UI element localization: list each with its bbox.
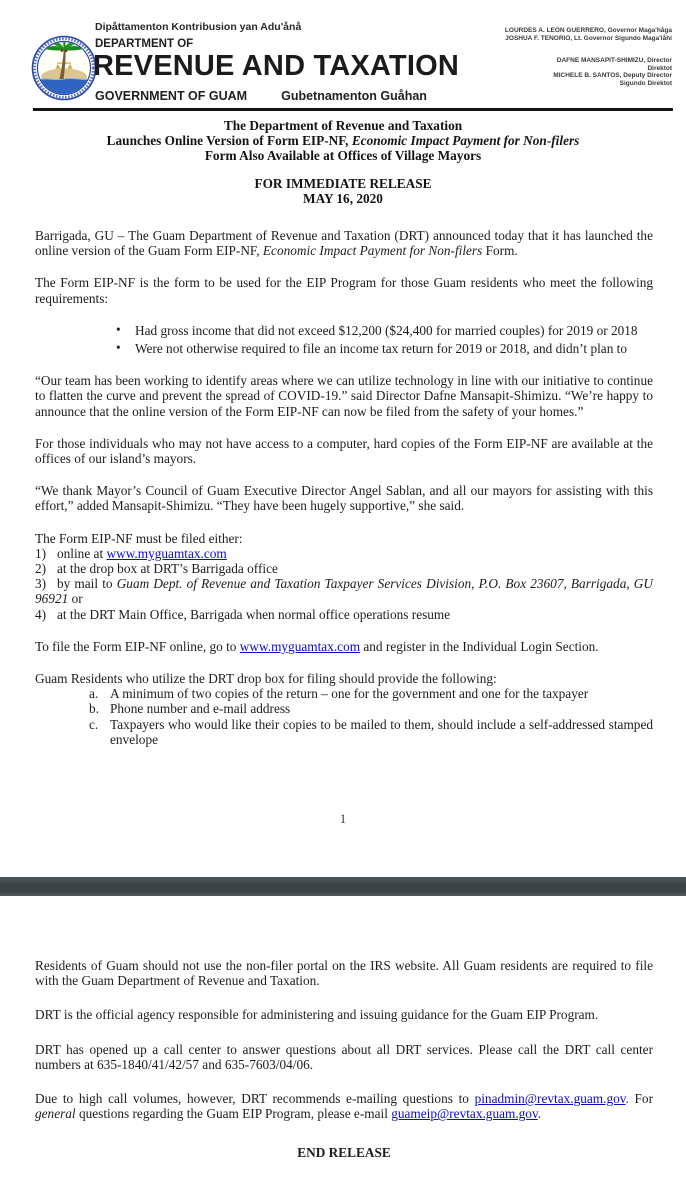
drop-box-item-c — [35, 717, 653, 747]
option-text-end: or — [68, 591, 83, 607]
title-line-2 — [0, 134, 686, 149]
department-name: REVENUE AND TAXATION — [93, 50, 459, 82]
intro-form-name-italic: Economic Impact Payment for Non-filers — [262, 243, 483, 259]
filing-option-4 — [35, 607, 653, 622]
filing-option-3 — [35, 576, 653, 606]
drt-guam-seal-icon — [31, 35, 97, 101]
intro-text-end: Form. — [482, 243, 518, 259]
requirements-list — [35, 323, 653, 356]
file-online-paragraph — [35, 639, 653, 654]
file-online-text: To file the Form EIP-NF online, go to — [35, 638, 240, 654]
irs-portal-paragraph: Residents of Guam should not use the non-filer portal on the IRS website. All Guam residents are required to file with the Guam Department of Revenue and Taxation. — [35, 958, 653, 989]
director-chamorro-line: Direktot — [647, 64, 672, 72]
drop-box-item-a — [35, 686, 653, 701]
for-immediate-release-label: FOR IMMEDIATE RELEASE — [254, 176, 432, 191]
item-text: Phone number and e-mail address — [110, 701, 291, 717]
item-letter: c. — [89, 716, 99, 732]
email-contacts-paragraph — [35, 1091, 653, 1121]
filing-options-lead: The Form EIP-NF must be filed either: — [35, 530, 243, 546]
governor-block — [505, 27, 672, 42]
title-line-2-italic: Economic Impact Payment for Non-filers — [351, 132, 580, 148]
guameip-email-link[interactable]: guameip@revtax.guam.gov — [391, 1106, 538, 1122]
seal-graphic — [31, 35, 97, 101]
intro-paragraph — [35, 228, 653, 258]
page-break-separator — [0, 877, 686, 896]
hard-copies-paragraph: For those individuals who may not have access to a computer, hard copies of the Form EIP-NF are available at the offices of our island’s mayors. — [35, 435, 653, 467]
release-date: MAY 16, 2020 — [303, 190, 383, 206]
list-item — [35, 341, 653, 356]
mailing-address-italic: Guam Dept. of Revenue and Taxation Taxpayer Services Division, P.O. Box 23607, Barrigada, GU 96921 — [35, 576, 654, 607]
intro-text: Barrigada, GU – The Guam Department of Revenue and Taxation (DRT) announced today that it has launched the online version of the Guam Form EIP-NF, — [35, 228, 653, 259]
release-header — [0, 177, 686, 207]
item-text: Taxpayers who would like their copies to be mailed to them, should include a self-addressed stamped envelope — [110, 716, 653, 747]
email-text: Due to high call volumes, however, DRT recommends e-mailing questions to — [35, 1091, 475, 1107]
item-number: 3) — [35, 576, 47, 592]
filing-option-1 — [35, 546, 653, 561]
email-text-2: . For — [625, 1091, 654, 1107]
email-text-3: questions regarding the Guam EIP Program, please e-mail — [75, 1106, 392, 1122]
deputy-director-line: MICHELE B. SANTOS, Deputy Director — [553, 72, 672, 79]
item-number: 4) — [35, 606, 47, 622]
governor-line: LOURDES A. LEON GUERRERO, Governor Maga'håga — [504, 27, 672, 34]
drop-box-block — [35, 671, 653, 747]
department-of-label: DEPARTMENT OF — [95, 38, 194, 50]
option-text: at the DRT Main Office, Barrigada when normal office operations resume — [57, 606, 451, 622]
option-text: at the drop box at DRT’s Barrigada office — [57, 561, 278, 577]
item-letter: a. — [89, 686, 99, 702]
general-italic: general — [35, 1106, 76, 1122]
director-line: DAFNE MANSAPIT-SHIMIZU, Director — [556, 57, 672, 64]
page-2-body — [35, 958, 653, 1161]
director-block — [553, 57, 672, 87]
government-of-guam-label: GOVERNMENT OF GUAM — [95, 89, 248, 103]
release-title — [0, 119, 686, 163]
email-text-4: . — [537, 1106, 542, 1122]
lt-governor-line: JOSHUA F. TENORIO, Lt. Governor Sigundo Maga'låhi — [505, 34, 672, 42]
option-text: online at — [57, 545, 107, 561]
deputy-chamorro-line: Sigundo Direktot — [619, 79, 672, 87]
official-agency-paragraph: DRT is the official agency responsible for administering and issuing guidance for the Guam EIP Program. — [35, 1007, 599, 1023]
page-number: 1 — [339, 812, 347, 826]
item-letter: b. — [89, 701, 99, 717]
dept-name-chamorro: Dipåttamenton Kontribusion yan Adu'ånå — [95, 21, 302, 33]
filing-options-block — [35, 531, 653, 622]
title-line-3: Form Also Available at Offices of Village Mayors — [204, 147, 482, 163]
call-center-paragraph: DRT has opened up a call center to answer questions about all DRT services. Please call the DRT call center numbers at 635-1840/41/42/57 and 635-7603/04/06. — [35, 1041, 653, 1072]
item-number: 2) — [35, 561, 47, 577]
thanks-paragraph: “We thank Mayor’s Council of Guam Executive Director Angel Sablan, and all our mayors for assisting with this effort,” added Mansapit-Shimizu. “They have been hugely supportive,” she said. — [35, 483, 653, 514]
myguamtax-link[interactable]: www.myguamtax.com — [239, 638, 361, 654]
bullet-text: Had gross income that did not exceed $12,200 ($24,400 for married couples) for 2019 or 2018 — [135, 322, 638, 338]
file-online-text-end: and register in the Individual Login Section. — [360, 638, 599, 654]
end-release-label: END RELEASE — [297, 1145, 391, 1161]
title-line-1: The Department of Revenue and Taxation — [223, 118, 463, 133]
letterhead-divider — [33, 108, 673, 111]
item-number: 1) — [35, 545, 47, 561]
drop-box-item-b — [35, 701, 653, 716]
option-text: by mail to — [57, 576, 117, 592]
government-line — [95, 89, 427, 103]
page-1-body — [35, 228, 653, 747]
drop-box-lead: Guam Residents who utilize the DRT drop box for filing should provide the following: — [35, 671, 497, 687]
item-text: A minimum of two copies of the return – one for the government and one for the taxpayer — [110, 686, 589, 702]
filing-option-2 — [35, 561, 653, 576]
title-line-2-text: Launches Online Version of Form EIP-NF, — [106, 132, 352, 148]
bullet-icon: • — [116, 321, 121, 337]
bullet-icon: • — [116, 340, 121, 356]
government-chamorro-label: Gubetnamenton Guåhan — [281, 89, 427, 103]
director-quote-paragraph: “Our team has been working to identify areas where we can utilize technology in line with our initiative to continue to flatten the curve and prevent the spread of COVID-19.” said Director Dafne Mansapit-Shimizu. “We’re happy to announce that the online version of the Form EIP-NF can now be filed from the safety of your homes.” — [35, 373, 653, 419]
pinadmin-email-link[interactable]: pinadmin@revtax.guam.gov — [474, 1091, 626, 1107]
requirements-lead-paragraph: The Form EIP-NF is the form to be used for the EIP Program for those Guam residents who meet the following requirements: — [35, 275, 653, 306]
list-item — [35, 323, 653, 338]
myguamtax-link[interactable]: www.myguamtax.com — [106, 545, 227, 561]
bullet-text: Were not otherwise required to file an income tax return for 2019 or 2018, and didn’t plan to — [135, 341, 628, 357]
